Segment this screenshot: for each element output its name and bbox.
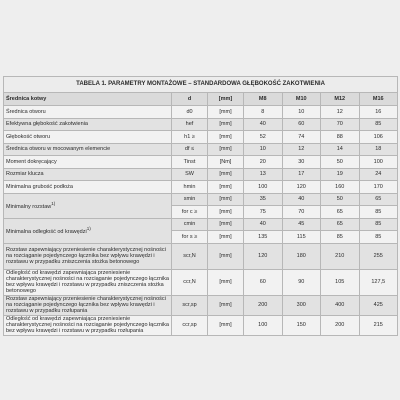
row-label: Średnica otworu: [4, 106, 172, 119]
row-value: 74: [282, 131, 321, 144]
row-value: 135: [244, 231, 283, 244]
row-unit: [mm]: [208, 231, 244, 244]
table-title: TABELA 1. PARAMETRY MONTAŻOWE – STANDARDOWA GŁĘBOKOŚĆ ZAKOTWIENIA: [4, 77, 398, 93]
row-value: 60: [244, 269, 283, 295]
row-unit: [Nm]: [208, 156, 244, 169]
table-row: [4, 118, 398, 131]
table-row: [4, 315, 398, 335]
row-value: 16: [359, 106, 398, 119]
row-value: 40: [244, 118, 283, 131]
row-symbol: ccr,sp: [172, 315, 208, 335]
table-row: [4, 295, 398, 315]
row-symbol: ccr,N: [172, 269, 208, 295]
row-value: 40: [282, 193, 321, 206]
row-symbol: scr,N: [172, 243, 208, 269]
row-value: 30: [282, 156, 321, 169]
row-symbol: hmin: [172, 181, 208, 194]
row-value: 50: [321, 156, 360, 169]
row-value: 300: [282, 295, 321, 315]
row-label: Rozstaw zapewniający przeniesienie charakterystycznej nośności na rozciąganie pojedynczego łącznika bez wpływu krawędzi i rozstawu w przypadku rozłupania: [4, 295, 172, 315]
row-unit: [mm]: [208, 315, 244, 335]
table-row: [4, 269, 398, 295]
row-value: 85: [321, 231, 360, 244]
row-unit: [mm]: [208, 106, 244, 119]
row-value: 45: [282, 218, 321, 231]
row-value: 12: [321, 106, 360, 119]
row-value: 85: [359, 218, 398, 231]
row-value: 50: [321, 193, 360, 206]
table-header-row: [4, 93, 398, 106]
header-unit: [mm]: [208, 93, 244, 106]
row-value: 200: [321, 315, 360, 335]
row-label: Minimalna grubość podłoża: [4, 181, 172, 194]
row-value: 127,5: [359, 269, 398, 295]
row-value: 100: [244, 181, 283, 194]
row-value: 85: [359, 118, 398, 131]
header-symbol: d: [172, 93, 208, 106]
row-value: 88: [321, 131, 360, 144]
row-value: 120: [244, 243, 283, 269]
row-unit: [mm]: [208, 206, 244, 219]
row-symbol: d0: [172, 106, 208, 119]
row-value: 85: [359, 206, 398, 219]
mounting-parameters-table: [3, 76, 398, 336]
row-value: 425: [359, 295, 398, 315]
row-value: 106: [359, 131, 398, 144]
row-value: 150: [282, 315, 321, 335]
row-value: 90: [282, 269, 321, 295]
row-unit: [mm]: [208, 218, 244, 231]
row-value: 200: [244, 295, 283, 315]
row-value: 10: [282, 106, 321, 119]
row-value: 85: [359, 231, 398, 244]
row-value: 70: [321, 118, 360, 131]
row-label: Odległość od krawędzi zapewniająca przeniesienie charakterystycznej nośności na rozciąganie pojedynczego łącznika bez wpływu krawędzi i rozstawu w przypadku rozłupania: [4, 315, 172, 335]
row-symbol: scr,sp: [172, 295, 208, 315]
row-unit: [mm]: [208, 143, 244, 156]
table-row: [4, 168, 398, 181]
row-unit: [mm]: [208, 181, 244, 194]
row-unit: [mm]: [208, 295, 244, 315]
row-symbol: for s ≥: [172, 231, 208, 244]
row-value: 75: [244, 206, 283, 219]
row-value: 210: [321, 243, 360, 269]
header-size: M12: [321, 93, 360, 106]
row-value: 160: [321, 181, 360, 194]
row-value: 19: [321, 168, 360, 181]
table-title-row: [4, 77, 398, 93]
row-symbol: hef: [172, 118, 208, 131]
row-unit: [mm]: [208, 168, 244, 181]
row-symbol: df ≤: [172, 143, 208, 156]
row-label: Odległość od krawędzi zapewniająca przeniesienie charakterystycznej nośności na rozciąganie pojedynczego łącznika bez wpływu krawędzi i rozstawu w przypadku zniszczenia stożka betonowego: [4, 269, 172, 295]
row-value: 100: [359, 156, 398, 169]
spacing-label: Minimalny rozstaw$^{1)}$: [4, 193, 172, 218]
row-symbol: SW: [172, 168, 208, 181]
row-value: 17: [282, 168, 321, 181]
row-value: 170: [359, 181, 398, 194]
row-value: 120: [282, 181, 321, 194]
row-symbol: smin: [172, 193, 208, 206]
row-value: 10: [244, 143, 283, 156]
row-unit: [mm]: [208, 193, 244, 206]
row-value: 14: [321, 143, 360, 156]
row-symbol: Tinst: [172, 156, 208, 169]
row-value: 115: [282, 231, 321, 244]
row-value: 35: [244, 193, 283, 206]
row-value: 65: [321, 218, 360, 231]
header-name: Średnica kotwy: [4, 93, 172, 106]
row-label: Rozstaw zapewniający przeniesienie charakterystycznej nośności na rozciąganie pojedynczego łącznika bez wpływu krawędzi i rozstawu w przypadku zniszczenia stożka betonowego: [4, 243, 172, 269]
edge-label: Minimalna odległość od krawędzi$^{1)}$: [4, 218, 172, 243]
row-value: 215: [359, 315, 398, 335]
row-value: 8: [244, 106, 283, 119]
table-row: [4, 131, 398, 144]
row-label: Rozmiar klucza: [4, 168, 172, 181]
table-row: [4, 156, 398, 169]
row-symbol: cmin: [172, 218, 208, 231]
row-symbol: for c ≥: [172, 206, 208, 219]
row-value: 400: [321, 295, 360, 315]
row-value: 65: [321, 206, 360, 219]
row-value: 60: [282, 118, 321, 131]
row-label: Efektywna głębokość zakotwienia: [4, 118, 172, 131]
row-value: 255: [359, 243, 398, 269]
row-label: Średnica otworu w mocowanym elemencie: [4, 143, 172, 156]
row-value: 18: [359, 143, 398, 156]
table-row: [4, 143, 398, 156]
table-row: [4, 181, 398, 194]
row-value: 52: [244, 131, 283, 144]
row-unit: [mm]: [208, 269, 244, 295]
table-row: [4, 243, 398, 269]
row-value: 20: [244, 156, 283, 169]
row-value: 180: [282, 243, 321, 269]
header-size: M8: [244, 93, 283, 106]
row-unit: [mm]: [208, 118, 244, 131]
row-symbol: h1 ≥: [172, 131, 208, 144]
row-label: Moment dokręcający: [4, 156, 172, 169]
row-label: Głębokość otworu: [4, 131, 172, 144]
row-value: 105: [321, 269, 360, 295]
header-size: M16: [359, 93, 398, 106]
row-value: 13: [244, 168, 283, 181]
row-value: 24: [359, 168, 398, 181]
table-row: [4, 193, 398, 206]
row-unit: [mm]: [208, 243, 244, 269]
table-row: [4, 218, 398, 231]
row-value: 70: [282, 206, 321, 219]
table-row: [4, 106, 398, 119]
row-unit: [mm]: [208, 131, 244, 144]
row-value: 100: [244, 315, 283, 335]
row-value: 40: [244, 218, 283, 231]
row-value: 65: [359, 193, 398, 206]
row-value: 12: [282, 143, 321, 156]
header-size: M10: [282, 93, 321, 106]
